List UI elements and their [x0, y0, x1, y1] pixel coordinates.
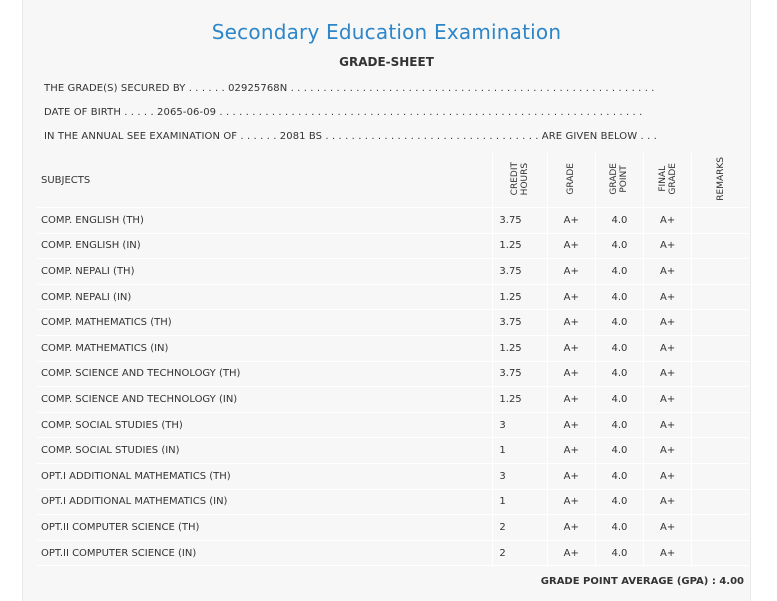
table-row [37, 361, 749, 387]
cell-grade: A+ [547, 233, 595, 259]
cell-credit-hours: 2 [493, 540, 547, 566]
header-grade [547, 153, 595, 208]
cell-grade: A+ [547, 361, 595, 387]
cell-grade-point: 4.0 [595, 412, 643, 438]
cell-final-grade: A+ [644, 284, 692, 310]
table-row [37, 387, 749, 413]
cell-credit-hours: 3.75 [493, 208, 547, 234]
cell-grade-point: 4.0 [595, 233, 643, 259]
cell-final-grade: A+ [644, 208, 692, 234]
cell-subject: COMP. MATHEMATICS (TH) [37, 310, 493, 336]
cell-grade-point: 4.0 [595, 259, 643, 285]
cell-remarks [692, 515, 749, 541]
cell-credit-hours: 1 [493, 438, 547, 464]
table-row [37, 489, 749, 515]
cell-subject: OPT.I ADDITIONAL MATHEMATICS (IN) [37, 489, 493, 515]
cell-grade: A+ [547, 310, 595, 336]
table-row [37, 540, 749, 566]
cell-subject: OPT.II COMPUTER SCIENCE (TH) [37, 515, 493, 541]
cell-credit-hours: 1 [493, 489, 547, 515]
table-row [37, 208, 749, 234]
grades-table-body [37, 208, 749, 566]
cell-credit-hours: 1.25 [493, 387, 547, 413]
cell-grade-point: 4.0 [595, 335, 643, 361]
cell-remarks [692, 335, 749, 361]
cell-credit-hours: 3.75 [493, 259, 547, 285]
table-row [37, 310, 749, 336]
cell-credit-hours: 3 [493, 463, 547, 489]
cell-grade-point: 4.0 [595, 540, 643, 566]
cell-grade-point: 4.0 [595, 208, 643, 234]
header-final-grade-label: FINAL GRADE [657, 162, 678, 195]
cell-subject: COMP. MATHEMATICS (IN) [37, 335, 493, 361]
cell-final-grade: A+ [644, 310, 692, 336]
cell-final-grade: A+ [644, 438, 692, 464]
cell-final-grade: A+ [644, 412, 692, 438]
cell-subject: OPT.I ADDITIONAL MATHEMATICS (TH) [37, 463, 493, 489]
cell-grade: A+ [547, 438, 595, 464]
info-grades-secured-by: THE GRADE(S) SECURED BY . . . . . . 02925768N . . . . . . . . . . . . . . . . . . . . . . . . . . . . . . . . . . . . . . . . . . . . . . . . . . . . . . . . [44, 83, 655, 94]
cell-credit-hours: 1.25 [493, 335, 547, 361]
cell-subject: COMP. SCIENCE AND TECHNOLOGY (TH) [37, 361, 493, 387]
cell-grade: A+ [547, 387, 595, 413]
cell-final-grade: A+ [644, 387, 692, 413]
cell-grade-point: 4.0 [595, 489, 643, 515]
header-final-grade [644, 153, 692, 208]
cell-grade: A+ [547, 489, 595, 515]
info-date-of-birth: DATE OF BIRTH . . . . . 2065-06-09 . . . . . . . . . . . . . . . . . . . . . . . . . . . . . . . . . . . . . . . . . . . . . . . . . . . . . . . . . . . . . . . . . [44, 107, 643, 118]
cell-final-grade: A+ [644, 259, 692, 285]
cell-subject: COMP. NEPALI (TH) [37, 259, 493, 285]
cell-grade-point: 4.0 [595, 361, 643, 387]
cell-grade-point: 4.0 [595, 310, 643, 336]
header-grade-point-label: GRADE POINT [609, 162, 630, 195]
header-grade-point [595, 153, 643, 208]
cell-grade-point: 4.0 [595, 463, 643, 489]
cell-grade: A+ [547, 540, 595, 566]
cell-remarks [692, 233, 749, 259]
cell-remarks [692, 284, 749, 310]
cell-final-grade: A+ [644, 515, 692, 541]
cell-remarks [692, 463, 749, 489]
cell-credit-hours: 3.75 [493, 310, 547, 336]
cell-remarks [692, 310, 749, 336]
cell-subject: COMP. ENGLISH (TH) [37, 208, 493, 234]
cell-final-grade: A+ [644, 489, 692, 515]
cell-grade: A+ [547, 515, 595, 541]
table-row [37, 233, 749, 259]
cell-remarks [692, 489, 749, 515]
cell-remarks [692, 208, 749, 234]
header-grade-label: GRADE [566, 162, 577, 195]
header-subjects-label: SUBJECTS [41, 174, 91, 186]
cell-subject: COMP. ENGLISH (IN) [37, 233, 493, 259]
cell-subject: COMP. SCIENCE AND TECHNOLOGY (IN) [37, 387, 493, 413]
cell-grade: A+ [547, 208, 595, 234]
table-row [37, 412, 749, 438]
table-row [37, 284, 749, 310]
table-row [37, 438, 749, 464]
cell-remarks [692, 412, 749, 438]
cell-credit-hours: 3.75 [493, 361, 547, 387]
cell-subject: COMP. SOCIAL STUDIES (IN) [37, 438, 493, 464]
cell-final-grade: A+ [644, 540, 692, 566]
cell-final-grade: A+ [644, 463, 692, 489]
grades-table [37, 153, 749, 566]
cell-subject: COMP. NEPALI (IN) [37, 284, 493, 310]
cell-grade-point: 4.0 [595, 387, 643, 413]
cell-subject: OPT.II COMPUTER SCIENCE (IN) [37, 540, 493, 566]
cell-credit-hours: 1.25 [493, 284, 547, 310]
page-title: Secondary Education Examination [211, 20, 562, 44]
header-remarks [692, 153, 749, 208]
cell-remarks [692, 361, 749, 387]
cell-grade-point: 4.0 [595, 438, 643, 464]
info-examination: IN THE ANNUAL SEE EXAMINATION OF . . . . . . 2081 BS . . . . . . . . . . . . . . . . . . . . . . . . . . . . . . . . . ARE GIVEN BELOW . . . [44, 131, 657, 142]
cell-remarks [692, 387, 749, 413]
cell-grade-point: 4.0 [595, 515, 643, 541]
header-credit-hours [493, 153, 547, 208]
cell-grade: A+ [547, 463, 595, 489]
table-row [37, 515, 749, 541]
cell-credit-hours: 2 [493, 515, 547, 541]
cell-remarks [692, 259, 749, 285]
cell-final-grade: A+ [644, 335, 692, 361]
cell-remarks [692, 540, 749, 566]
cell-grade: A+ [547, 335, 595, 361]
cell-credit-hours: 3 [493, 412, 547, 438]
cell-credit-hours: 1.25 [493, 233, 547, 259]
cell-grade: A+ [547, 284, 595, 310]
cell-final-grade: A+ [644, 233, 692, 259]
gpa-summary: GRADE POINT AVERAGE (GPA) : 4.00 [540, 576, 744, 587]
header-subjects [37, 153, 493, 208]
header-remarks-label: REMARKS [715, 156, 726, 201]
grade-sheet-panel [22, 0, 751, 601]
table-row [37, 259, 749, 285]
header-credit-hours-label: CREDIT HOURS [510, 161, 531, 196]
cell-subject: COMP. SOCIAL STUDIES (TH) [37, 412, 493, 438]
page-subtitle: GRADE-SHEET [339, 55, 434, 69]
cell-grade: A+ [547, 412, 595, 438]
cell-grade-point: 4.0 [595, 284, 643, 310]
table-header-row [37, 153, 749, 208]
cell-final-grade: A+ [644, 361, 692, 387]
table-row [37, 335, 749, 361]
table-row [37, 463, 749, 489]
cell-remarks [692, 438, 749, 464]
cell-grade: A+ [547, 259, 595, 285]
